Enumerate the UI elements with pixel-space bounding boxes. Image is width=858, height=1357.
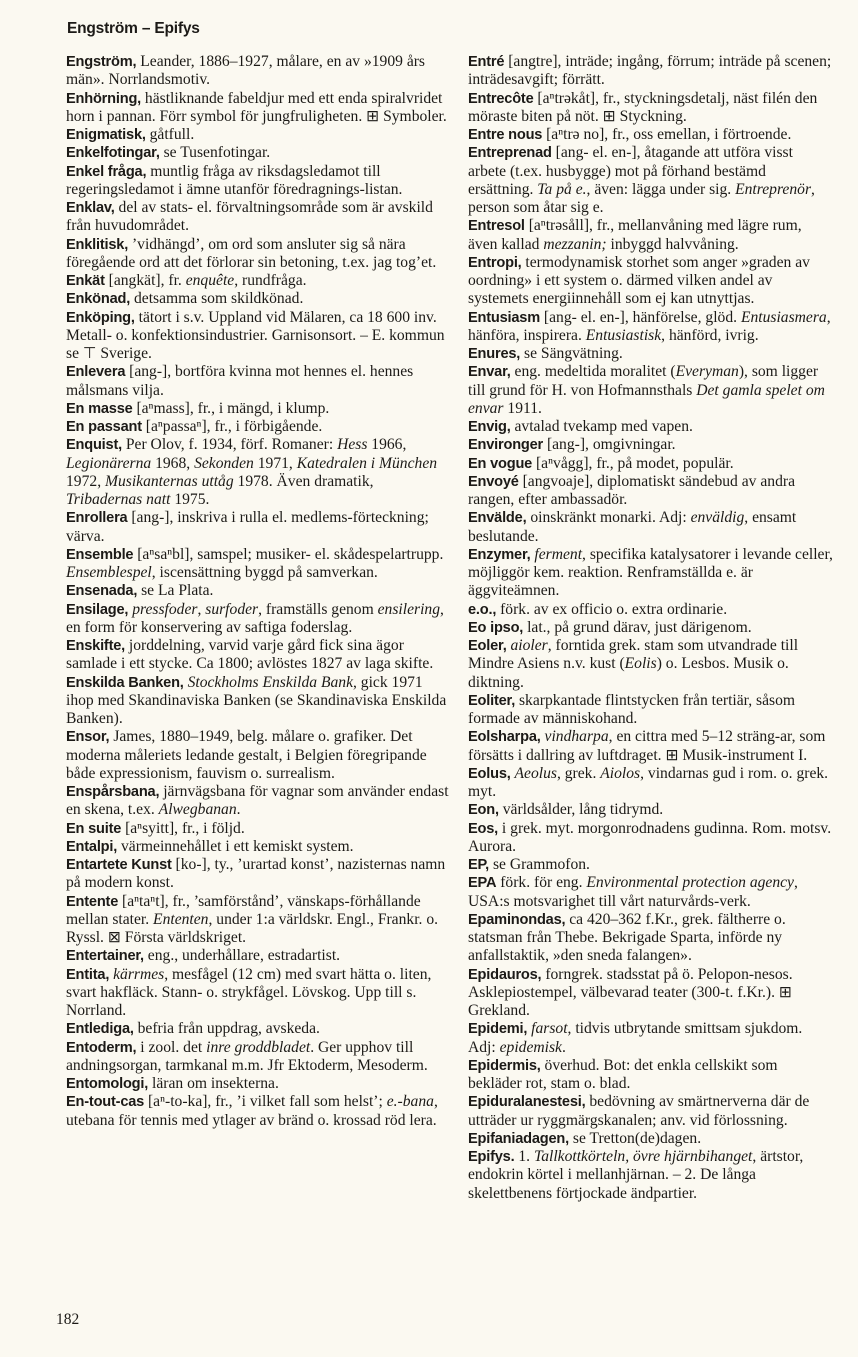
running-head: Engström – Epifys [67, 20, 200, 37]
headword: Enlevera [66, 364, 126, 381]
italic-term: enväldig [690, 509, 745, 527]
dictionary-entry [66, 126, 450, 144]
dictionary-entry [66, 637, 450, 674]
italic-term: Entusiastisk [585, 326, 662, 344]
italic-term: Stockholms Enskilda Bank [187, 673, 353, 691]
dictionary-entry [468, 436, 833, 454]
dictionary-entry [468, 217, 833, 254]
headword: Ensemble [66, 546, 134, 563]
headword: Enzymer, [468, 546, 531, 563]
headword: Entreprenad [468, 145, 552, 162]
definition-text: . [561, 1038, 566, 1056]
headword: Eos, [468, 820, 499, 837]
italic-term: Eolis [624, 655, 657, 673]
dictionary-entry [468, 53, 833, 90]
dictionary-entry [66, 838, 450, 856]
definition-text: ’vidhängd’, om ord som ansluter sig så nära föregående ord att det förlorar sin betoning, t.ex. jag tog’et. [66, 235, 437, 271]
definition-text: muntlig fråga av riksdagsledamot till regeringsledamot i ämne utanför föredragnings-listan. [66, 162, 403, 198]
italic-term: Aeolus [514, 764, 557, 782]
dictionary-entry [66, 674, 450, 729]
headword: Enkät [66, 273, 105, 289]
definition-text: , även: lägga under sig. [586, 180, 736, 198]
definition-text: [aⁿtrə no], fr., oss emellan, i förtroende. [542, 126, 792, 143]
italic-term: farsot [531, 1020, 568, 1038]
dictionary-entry [468, 1130, 833, 1148]
headword: En passant [66, 419, 142, 435]
dictionary-entry [468, 728, 833, 765]
definition-text: , under 1:a världskr. Engl., Frankr. o. Ryssl. ⊠ Första världskriget. [66, 910, 439, 946]
headword: Enures, [468, 346, 521, 362]
dictionary-entry [468, 911, 833, 966]
dictionary-entry [468, 345, 833, 363]
dictionary-entry [468, 601, 833, 619]
definition-text: skarpkantade flintstycken från tertiär, såsom formade av människohand. [468, 691, 796, 727]
definition-text: [angtre], inträde; ingång, förrum; inträde på scenen; inträdesavgift; förrätt. [468, 53, 832, 89]
definition-text: [aⁿmass], fr., i mängd, i klump. [132, 399, 330, 417]
headword: En vogue [468, 455, 533, 472]
page-number: 182 [56, 1311, 80, 1328]
italic-term: surfoder [205, 600, 259, 618]
dictionary-entry [66, 290, 450, 308]
italic-term: ferment [534, 545, 583, 563]
italic-term: enquête [185, 272, 235, 289]
italic-term: Sekonden [194, 454, 254, 472]
headword: Ensor, [66, 729, 110, 746]
definition-text: [aⁿ-to-ka], fr., ’i vilket fall som helst’; [144, 1093, 387, 1111]
definition-text: [angvoaje], diplomatiskt sändebud av andra rangen, efter ambassadör. [468, 472, 795, 508]
italic-term: Ta på e. [537, 180, 587, 198]
definition-text: gåtfull. [145, 126, 195, 143]
definition-text: , en cittra med 5–12 sträng-ar, som försätts i dallring av luftdraget. ⊞ Musik-instrument I. [468, 728, 826, 764]
definition-text: lat., på grund därav, just därigenom. [523, 618, 752, 636]
headword: Enkelfotingar, [66, 145, 160, 162]
definition-text: ca 420–362 f.Kr., grek. fältherre o. statsman från Thebe. Bekrigade Sparta, införde ny anfallstaktik, »den sneda falangen». [468, 910, 786, 965]
italic-term: Entreprenör [735, 180, 812, 198]
headword: Entente [66, 893, 119, 910]
definition-text: detsamma som skildkönad. [130, 290, 304, 308]
definition-text: , vindarnas gud i rom. o. grek. myt. [468, 764, 829, 800]
definition-text: avtalad tvekamp med vapen. [510, 418, 693, 435]
dictionary-entry [468, 455, 833, 473]
dictionary-entry [66, 820, 450, 838]
definition-text: [aⁿsaⁿbl], samspel; musiker- el. skådespelartrupp. [133, 545, 444, 563]
italic-term: Environmental protection agency [586, 874, 794, 892]
italic-term: mezzanin; [543, 235, 607, 253]
headword: Envoyé [468, 473, 519, 490]
definition-text: James, 1880–1949, belg. målare o. grafiker. Det moderna måleriets ledande gestalt, i Belgien föregripande både expressionism, fauvism o. surrealism. [66, 728, 427, 782]
headword: e.o., [468, 601, 497, 618]
dictionary-entry [468, 966, 833, 1021]
definition-text: 1968, [151, 454, 195, 472]
headword: Ensilage, [66, 601, 129, 618]
italic-term: Ententen [153, 910, 209, 928]
definition-text: [aⁿvågg], fr., på modet, populär. [532, 454, 734, 472]
dictionary-entry [468, 473, 833, 510]
definition-text: 1972, [66, 472, 105, 490]
dictionary-entry [66, 1075, 450, 1093]
dictionary-entry [468, 90, 833, 127]
headword: Entomologi, [66, 1076, 149, 1092]
definition-text: [aⁿtaⁿt], fr., ’samförstånd’, vänskaps-förhållande mellan stater. [66, 892, 421, 928]
italic-term: Legionärerna [66, 454, 152, 472]
headword: Epidermis, [468, 1057, 541, 1074]
dictionary-entry [66, 1093, 450, 1130]
headword: EP, [468, 857, 490, 873]
dictionary-entry [468, 418, 833, 436]
definition-text: , person som åtar sig e. [468, 180, 815, 216]
dictionary-entry [468, 1148, 833, 1203]
definition-text: eng., underhållare, estradartist. [143, 947, 341, 965]
headword: Envälde, [468, 510, 527, 527]
definition-text: [ang- el. en-], hänförelse, glöd. [540, 308, 741, 326]
headword: Enskilda Banken, [66, 674, 184, 691]
italic-term: Musikanternas uttåg [104, 472, 234, 490]
definition-text: 1. [514, 1148, 534, 1165]
headword: Epifys. [468, 1149, 515, 1165]
dictionary-entry [468, 692, 833, 729]
italic-term: inre groddbladet [206, 1038, 311, 1056]
headword: Enklitisk, [66, 236, 129, 253]
dictionary-entry [468, 1020, 833, 1057]
headword: Enigmatisk, [66, 127, 146, 143]
dictionary-entry [468, 509, 833, 546]
headword: Eoliter, [468, 692, 516, 709]
definition-text: , USA:s motsvarighet till vårt naturvårds-verk. [468, 874, 798, 910]
dictionary-entry [66, 163, 450, 200]
definition-text: världsålder, lång tidrymd. [498, 801, 664, 819]
definition-text: [aⁿtrəsåll], fr., mellanvåning med lägre rum, även kallad [468, 217, 802, 253]
dictionary-entry [66, 893, 450, 948]
italic-term: epidemisk [499, 1038, 562, 1056]
dictionary-entry [66, 546, 450, 583]
dictionary-entry [66, 1039, 450, 1076]
dictionary-entry [468, 801, 833, 819]
headword: Entertainer, [66, 948, 144, 965]
headword: Enkel fråga, [66, 163, 147, 180]
headword: En-tout-cas [66, 1094, 145, 1111]
headword: Enhörning, [66, 90, 142, 107]
dictionary-entry [468, 874, 833, 911]
dictionary-entry [66, 90, 450, 127]
dictionary-entry [66, 601, 450, 638]
definition-text: se La Plata. [137, 582, 214, 600]
italic-term: e.-bana [386, 1093, 434, 1111]
definition-text: 1966, [367, 436, 407, 454]
headword: Enklav, [66, 200, 115, 216]
dictionary-entry [468, 820, 833, 857]
dictionary-entry [66, 144, 450, 162]
headword: EPA [468, 875, 497, 892]
definition-text: [aⁿsyitt], fr., i följd. [121, 819, 245, 837]
dictionary-entry [66, 436, 450, 509]
definition-text: befria från uppdrag, avskeda. [133, 1020, 320, 1038]
italic-term: ensilering [377, 600, 441, 618]
headword: Entoderm, [66, 1039, 137, 1056]
italic-term: aioler [510, 637, 548, 654]
headword: Eon, [468, 802, 499, 819]
definition-text: värmeinnehållet i ett kemiskt system. [117, 837, 354, 855]
definition-text: , mesfågel (12 cm) med svart hätta o. liten, svart hakfläck. Stann- o. strykfågel. Lövskog. Upp till s. Norrland. [66, 965, 432, 1019]
definition-text: järnvägsbana för vagnar som använder endast en skena, t.ex. [66, 783, 449, 819]
definition-text: se Sängvätning. [520, 345, 623, 362]
headword: Entrecôte [468, 90, 534, 107]
dictionary-entry [66, 728, 450, 783]
italic-term: Alwegbanan [158, 801, 237, 819]
definition-text: , hänförd, ivrig. [661, 326, 759, 344]
italic-term: Everyman [675, 363, 739, 381]
dictionary-entry [66, 53, 450, 90]
definition-text: , utebana för tennis med ytlager av bränd o. krossad röd lera. [66, 1093, 438, 1129]
headword: Envar, [468, 364, 511, 381]
dictionary-entry [66, 309, 450, 364]
definition-text: se Tusenfotingar. [159, 144, 271, 162]
headword: Entré [468, 54, 505, 70]
italic-term: Hess [337, 436, 368, 454]
italic-term: Tallkottkörteln, övre hjärnbihanget [533, 1148, 753, 1165]
dictionary-entry [468, 619, 833, 637]
definition-text: 1911. [503, 399, 542, 417]
headword: Epifaniadagen, [468, 1130, 569, 1147]
definition-text: , hänföra, inspirera. [468, 308, 831, 344]
headword: Eolus, [468, 765, 511, 782]
dictionary-entry [66, 418, 450, 436]
dictionary-entry [66, 236, 450, 273]
definition-text: Leander, 1886–1927, målare, en av »1909 års män». Norrlandsmotiv. [66, 53, 426, 89]
headword: Epiduralanestesi, [468, 1094, 586, 1111]
dictionary-entry [468, 1057, 833, 1094]
definition-text: se Tretton(de)dagen. [569, 1129, 702, 1147]
headword: Entartete Kunst [66, 857, 172, 873]
headword: Epidemi, [468, 1021, 528, 1038]
italic-term: pressfoder [132, 600, 198, 618]
dictionary-entry [66, 783, 450, 820]
definition-text: hästliknande fabeldjur med ett enda spiralvridet horn i pannan. Förr symbol för jungfruligheten. ⊞ Symboler. [66, 89, 447, 125]
definition-text: , rundfråga. [234, 272, 307, 289]
headword: Eolsharpa, [468, 729, 541, 746]
headword: Enrollera [66, 510, 128, 527]
definition-text: . Ger upphov till andningsorgan, tarmkanal m.m. Jfr Ektoderm, Mesoderm. [66, 1038, 428, 1074]
definition-text: 1978. Även dramatik, [233, 472, 374, 490]
dictionary-entry [66, 400, 450, 418]
definition-text: bedövning av smärtnerverna där de utträder ur ryggmärgskanalen; anv. vid förlossning. [468, 1093, 810, 1129]
headword: Eo ipso, [468, 619, 524, 636]
definition-text: [aⁿtrəkåt], fr., styckningsdetalj, näst filén den möraste biten på nöt. ⊞ Styckning. [468, 89, 818, 125]
definition-text: förk. för eng. [496, 874, 587, 892]
headword: Entresol [468, 218, 525, 235]
headword: Enkönad, [66, 291, 131, 308]
headword: Epidauros, [468, 966, 542, 983]
headword: Entusiasm [468, 309, 541, 326]
dictionary-entry [66, 1020, 450, 1038]
definition-text: [ang-], inskriva i rulla el. medlems-förteckning; värva. [66, 509, 429, 545]
italic-term: Entusiasmera [740, 308, 827, 326]
definition-text: , framställs genom [258, 600, 378, 618]
dictionary-entry [468, 126, 833, 144]
definition-text: [ang-], bortföra kvinna mot hennes el. hennes målsmans vilja. [66, 363, 414, 399]
left-column [66, 53, 450, 1130]
headword: Environger [468, 437, 544, 454]
headword: Enskifte, [66, 638, 126, 654]
dictionary-entry [468, 546, 833, 601]
definition-text: , tidvis utbrytande smittsam sjukdom. Adj: [468, 1020, 803, 1056]
italic-term: Det gamla spelet om envar [468, 381, 825, 417]
definition-text: termodynamisk storhet som anger »graden av oordning» i ett system o. därmed vilken andel av systemets energiinnehåll som ej kan utnyttjas. [468, 253, 810, 308]
definition-text: 1975. [170, 491, 210, 508]
dictionary-entry [66, 509, 450, 546]
headword: Entlediga, [66, 1021, 134, 1038]
definition-text: jorddelning, varvid varje gård fick sina ägor samlade i ett stycke. Ca 1800; avlöstes 1827 av laga skifte. [66, 637, 434, 673]
definition-text: oinskränkt monarki. Adj: [526, 509, 691, 527]
definition-text: [ko-], ty., ’urartad konst’, nazisternas namn på modern konst. [66, 856, 446, 892]
dictionary-entry [66, 199, 450, 236]
italic-term: kärrmes [113, 965, 165, 983]
headword: Entita, [66, 966, 110, 983]
right-column [468, 53, 833, 1203]
definition-text: [angkät], fr. [104, 272, 186, 289]
definition-text: inbyggd halvvåning. [606, 235, 739, 253]
headword: Enköping, [66, 309, 135, 326]
definition-text: i grek. myt. morgonrodnadens gudinna. Rom. motsv. Aurora. [468, 819, 832, 855]
definition-text: , grek. [556, 764, 601, 782]
definition-text: [ang-], omgivningar. [543, 436, 676, 454]
definition-text: 1971, [253, 454, 297, 472]
dictionary-entry [468, 856, 833, 874]
definition-text: tätort i s.v. Uppland vid Mälaren, ca 18 600 inv. Metall- o. konfektionsindustrier. Garnisonsort. – E. kommun se ⊤ Sverige. [66, 308, 445, 362]
dictionary-entry [66, 966, 450, 1021]
definition-text: , ensamt beslutande. [468, 509, 797, 545]
definition-text: . [236, 801, 241, 819]
dictionary-entry [66, 272, 450, 290]
italic-term: Katedralen i München [296, 454, 438, 472]
definition-text: ), som ligger till grund för H. von Hofmannsthals [468, 363, 819, 399]
definition-text: , en form för konservering av saftiga foderslag. [66, 600, 444, 636]
definition-text: förk. av ex officio o. extra ordinarie. [496, 600, 728, 618]
definition-text: del av stats- el. förvaltningsområde som är avskild från huvudområdet. [66, 199, 433, 235]
definition-text: i zool. det [136, 1038, 207, 1056]
definition-text: , gick 1971 ihop med Skandinaviska Banken (se Skandinaviska Enskilda Banken). [66, 673, 447, 727]
italic-term: Tribadernas natt [66, 491, 171, 508]
definition-text: , specifika katalysatorer i levande celler, möjliggör kem. reaktion. Renframställda e. är äggviteämnen. [468, 545, 833, 600]
headword: Entre nous [468, 127, 543, 143]
dictionary-entry [66, 856, 450, 893]
italic-term: Ensemblespel [66, 564, 152, 581]
dictionary-entry [66, 947, 450, 965]
headword: Enquist, [66, 437, 122, 454]
headword: Entalpi, [66, 838, 118, 855]
dictionary-entry [66, 363, 450, 400]
definition-text: [ang- el. en-], åtagande att utföra visst arbete (t.ex. husbygge) mot på förhand bestämd ersättning. [468, 144, 793, 198]
definition-text: läran om insekterna. [148, 1075, 279, 1092]
dictionary-entry [468, 309, 833, 346]
definition-text: se Grammofon. [489, 856, 590, 873]
definition-text: , forntida grek. stam som utvandrade till Mindre Asiens n.v. kust ( [468, 637, 799, 673]
headword: En masse [66, 400, 133, 417]
definition-text: [aⁿpassaⁿ], fr., i förbigående. [141, 418, 323, 435]
dictionary-entry [468, 765, 833, 802]
definition-text: ) o. Lesbos. Musik o. diktning. [468, 655, 789, 691]
headword: Envig, [468, 419, 511, 435]
dictionary-entry [468, 363, 833, 418]
headword: Ensenada, [66, 583, 138, 600]
headword: Epaminondas, [468, 911, 566, 928]
definition-text: , iscensättning byggd på samverkan. [151, 564, 378, 581]
headword: Eoler, [468, 638, 507, 654]
dictionary-entry [66, 582, 450, 600]
definition-text: eng. medeltida moralitet ( [510, 363, 676, 381]
headword: Engström, [66, 54, 137, 70]
definition-text: , [197, 600, 206, 618]
definition-text: , ärtstor, endokrin körtel i mellanhjärnan. – 2. De långa skelettbenens förtjockade ändpartier. [468, 1148, 804, 1202]
definition-text: överhud. Bot: det enkla cellskikt som bekläder rot, stam o. blad. [468, 1056, 778, 1092]
dictionary-entry [468, 144, 833, 217]
italic-term: vindharpa [544, 728, 609, 746]
headword: Entropi, [468, 254, 522, 271]
definition-text: forngrek. stadsstat på ö. Pelopon-nesos. Asklepiostempel, välbevarad teater (300-t. f.Kr.). ⊞ Grekland. [468, 965, 793, 1019]
italic-term: Aiolos [600, 764, 641, 782]
headword: En suite [66, 820, 122, 837]
dictionary-entry [468, 254, 833, 309]
dictionary-entry [468, 637, 833, 692]
definition-text: Per Olov, f. 1934, förf. Romaner: [121, 436, 338, 454]
headword: Enspårsbana, [66, 784, 160, 800]
dictionary-entry [468, 1093, 833, 1130]
